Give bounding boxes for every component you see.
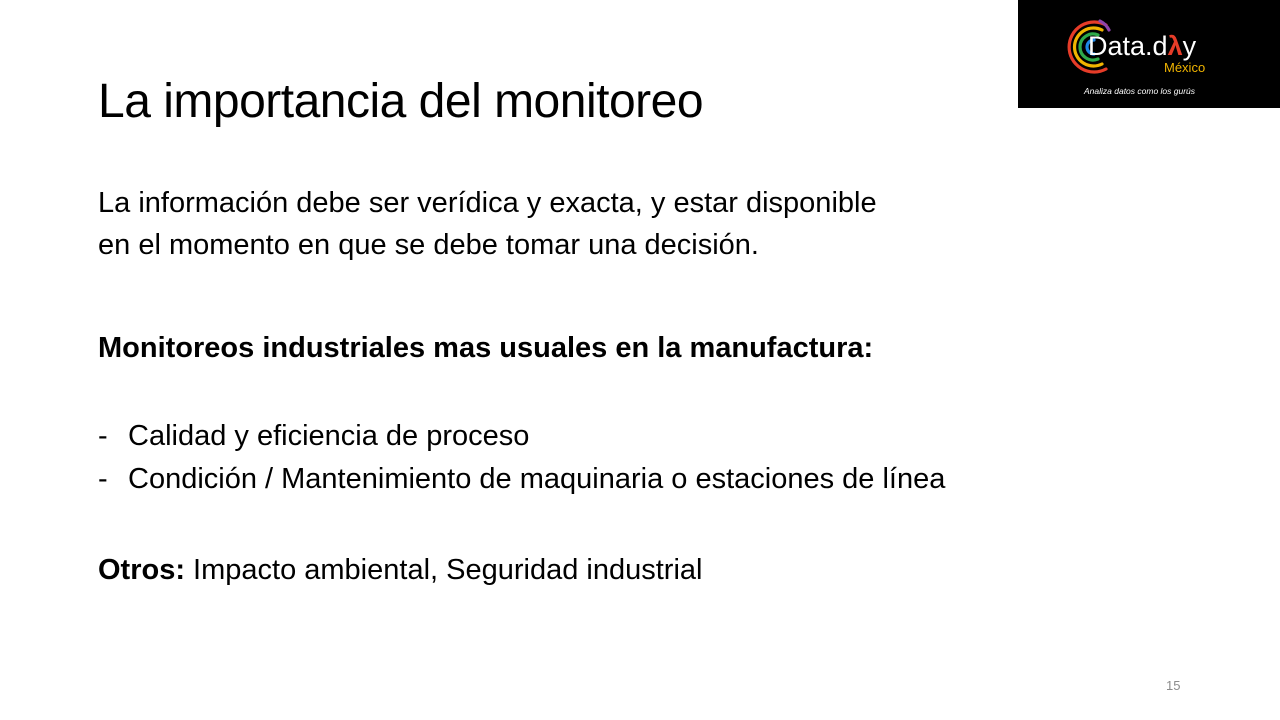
bullet-text: Condición / Mantenimiento de maquinaria o estaciones de línea [128,463,946,495]
section-heading: Monitoreos industriales mas usuales en la manufactura: [98,332,874,364]
intro-paragraph [98,182,1058,266]
bullet-item [98,458,945,501]
bullet-marker: - [98,463,108,495]
others-label: Otros: [98,554,185,586]
intro-line-1: La información debe ser verídica y exacta, y estar disponible [98,187,877,219]
logo-location: México [1164,60,1206,75]
bullet-marker: - [98,420,108,452]
logo-brand: Data.dλy [1088,31,1197,61]
dataday-logo [1018,0,1280,108]
intro-line-2: en el momento en que se debe tomar una decisión. [98,229,759,261]
others-text: Impacto ambiental, Seguridad industrial [185,554,703,586]
logo-graphic [1018,0,1280,108]
others-line [98,549,702,591]
slide-title: La importancia del monitoreo [98,75,704,128]
page-number: 15 [1166,678,1181,693]
bullet-item [98,415,945,458]
bullet-text: Calidad y eficiencia de proceso [128,420,530,452]
logo-tagline: Analiza datos como los gurús [1084,86,1196,96]
bullet-list [98,415,945,501]
